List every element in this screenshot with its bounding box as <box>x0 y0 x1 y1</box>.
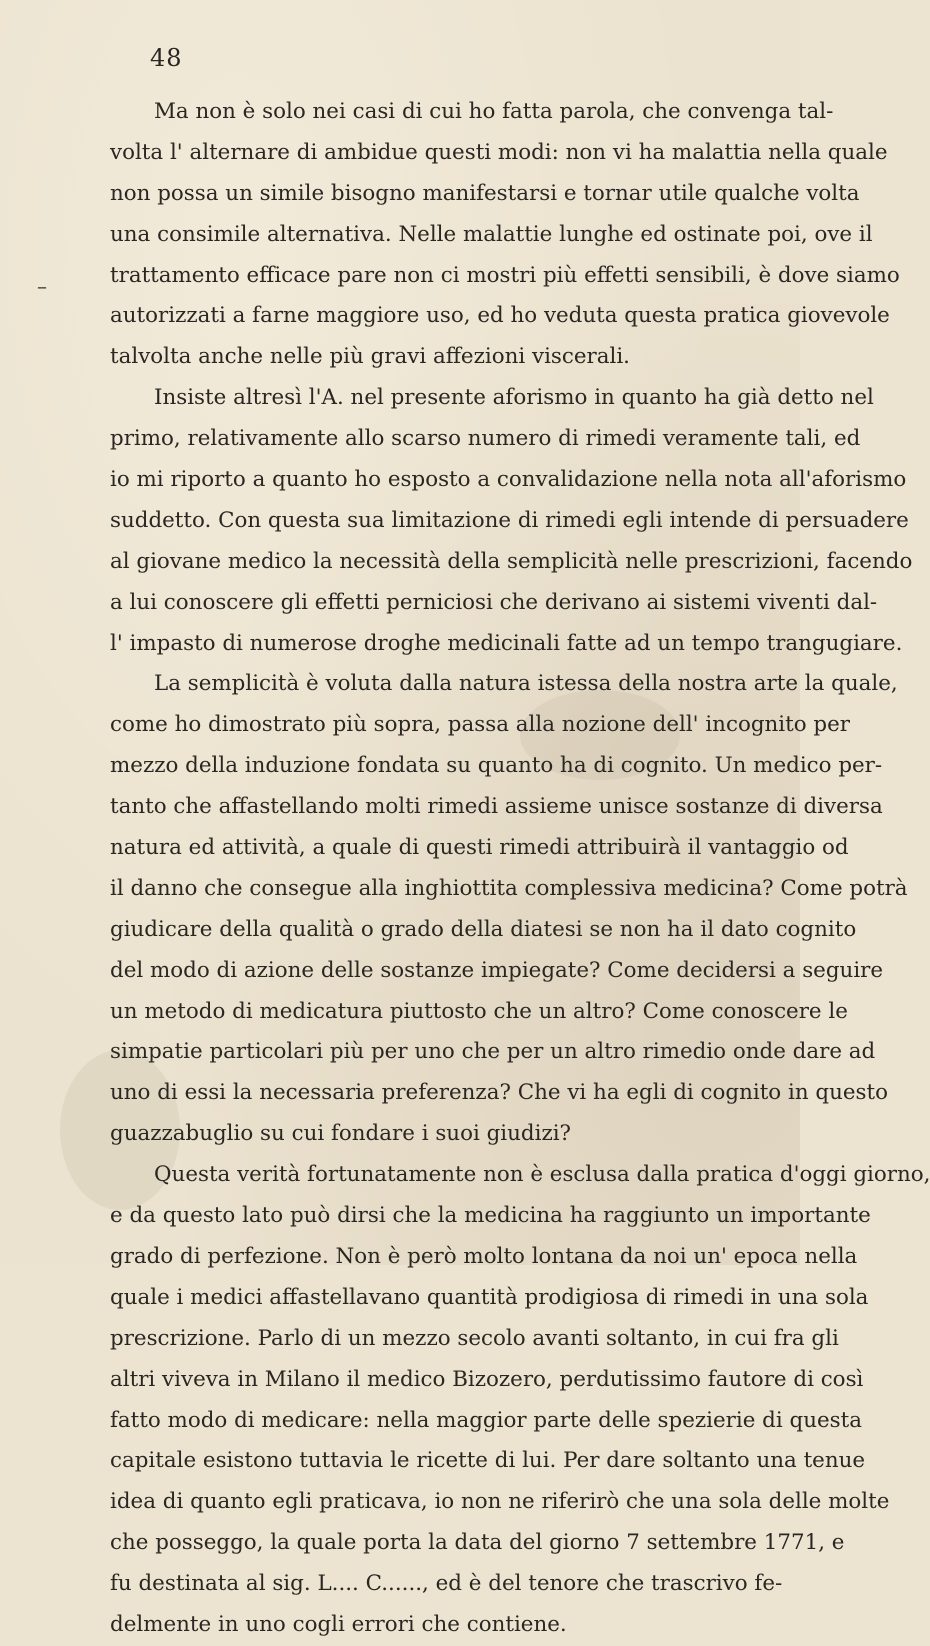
text-line: io mi riporto a quanto ho esposto a convalidazione nella nota all'aforismo <box>110 467 907 493</box>
text-line: altri viveva in Milano il medico Bizozero, perdutissimo fautore di così <box>110 1366 864 1392</box>
text-line: natura ed attività, a quale di questi rimedi attribuirà il vantaggio od <box>110 835 849 861</box>
text-line: mezzo della induzione fondata su quanto ha di cognito. Un medico per- <box>110 753 883 779</box>
text-line: grado di perfezione. Non è però molto lontana da noi un' epoca nella <box>110 1243 858 1269</box>
text-line: delmente in uno cogli errori che contiene. <box>110 1611 567 1637</box>
text-line: che posseggo, la quale porta la data del giorno 7 settembre 1771, e <box>110 1530 845 1556</box>
text-line: trattamento efficace pare non ci mostri più effetti sensibili, è dove siamo <box>110 262 900 288</box>
text-line: suddetto. Con questa sua limitazione di rimedi egli intende di persuadere <box>110 507 909 533</box>
text-line: il danno che consegue alla inghiottita complessiva medicina? Come potrà <box>110 875 908 901</box>
text-line: non possa un simile bisogno manifestarsi e tornar utile qualche volta <box>110 180 860 206</box>
text-line: un metodo di medicatura piuttosto che un altro? Come conoscere le <box>110 998 848 1024</box>
text-line: l' impasto di numerose droghe medicinali fatte ad un tempo trangugiare. <box>110 630 903 656</box>
margin-mark: – <box>37 274 47 298</box>
text-line: Questa verità fortunatamente non è esclusa dalla pratica d'oggi giorno, <box>154 1162 930 1188</box>
text-line: autorizzati a farne maggiore uso, ed ho veduta questa pratica giovevole <box>110 303 890 329</box>
text-line: capitale esistono tuttavia le ricette di lui. Per dare soltanto una tenue <box>110 1448 866 1474</box>
text-line: talvolta anche nelle più gravi affezioni viscerali. <box>110 344 630 370</box>
page-number: 48 <box>150 44 183 72</box>
text-line: giudicare della qualità o grado della diatesi se non ha il dato cognito <box>110 916 857 942</box>
text-line: idea di quanto egli praticava, io non ne riferirò che una sola delle molte <box>110 1489 890 1515</box>
text-line: La semplicità è voluta dalla natura istessa della nostra arte la quale, <box>154 671 898 697</box>
body-text <box>110 92 930 1646</box>
text-line: volta l' alternare di ambidue questi modi: non vi ha malattia nella quale <box>110 139 888 165</box>
text-line: fatto modo di medicare: nella maggior parte delle spezierie di questa <box>110 1407 862 1433</box>
text-line: quale i medici affastellavano quantità prodigiosa di rimedi in una sola <box>110 1284 869 1310</box>
text-line: simpatie particolari più per uno che per un altro rimedio onde dare ad <box>110 1039 876 1065</box>
text-line: Insiste altresì l'A. nel presente aforismo in quanto ha già detto nel <box>154 385 874 411</box>
text-line: come ho dimostrato più sopra, passa alla nozione dell' incognito per <box>110 712 850 738</box>
text-line: una consimile alternativa. Nelle malattie lunghe ed ostinate poi, ove il <box>110 221 873 247</box>
text-line: prescrizione. Parlo di un mezzo secolo avanti soltanto, in cui fra gli <box>110 1325 839 1351</box>
text-line: a lui conoscere gli effetti perniciosi che derivano ai sistemi viventi dal- <box>110 589 878 615</box>
text-line: Ma non è solo nei casi di cui ho fatta parola, che convenga tal- <box>154 99 834 124</box>
text-line: fu destinata al sig. L.... C......, ed è del tenore che trascrivo fe- <box>110 1571 783 1597</box>
text-line: tanto che affastellando molti rimedi assieme unisce sostanze di diversa <box>110 794 883 820</box>
text-line: al giovane medico la necessità della semplicità nelle prescrizioni, facendo <box>110 548 913 574</box>
text-line: guazzabuglio su cui fondare i suoi giudizi? <box>110 1121 572 1147</box>
text-line: e da questo lato può dirsi che la medicina ha raggiunto un importante <box>110 1203 871 1229</box>
text-line: uno di essi la necessaria preferenza? Che vi ha egli di cognito in questo <box>110 1080 888 1106</box>
text-line: del modo di azione delle sostanze impiegate? Come decidersi a seguire <box>110 957 884 983</box>
text-line: primo, relativamente allo scarso numero di rimedi veramente tali, ed <box>110 426 861 452</box>
